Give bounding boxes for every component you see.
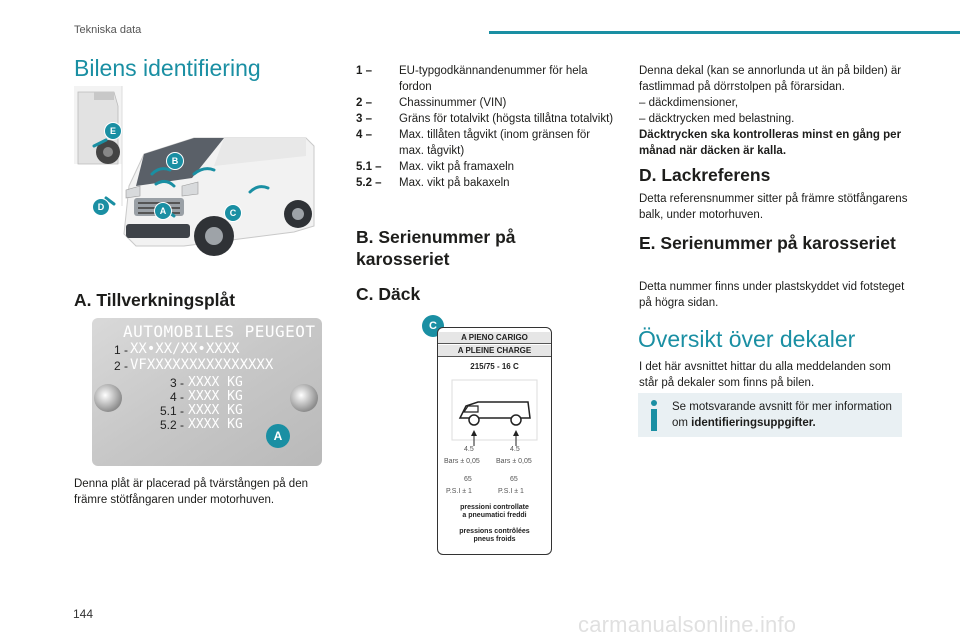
section-b-title: B. Serienummer på karosseriet: [356, 227, 516, 269]
front-bar-text: Bars ± 0,05: [444, 458, 480, 465]
rear-psi-value: 65: [510, 476, 518, 483]
manufacturer-plate: [92, 318, 322, 466]
info-box: [638, 393, 902, 437]
van-badge-a: A: [154, 202, 172, 220]
list-item: 1 – EU-typgodkännandenummer för hela fordon: [356, 65, 588, 93]
overview-title: Översikt över dekaler: [638, 326, 856, 352]
plate-row2-value: VFXXXXXXXXXXXXXXX: [130, 357, 274, 373]
van-side-icon: [438, 376, 551, 446]
tyre-footer-it-2: a pneumatici freddi: [462, 512, 527, 519]
van-badge-d: D: [92, 198, 110, 216]
plate-row2-label: 2 -: [113, 359, 128, 373]
plate-row4-value: XXXX KG: [188, 389, 243, 404]
tyre-pressure-label: [437, 327, 552, 555]
rear-bar-text: Bars ± 0,05: [496, 458, 532, 465]
van-illustration: [74, 86, 320, 268]
tyre-label-description: Denna dekal (kan se annorlunda ut än på bilden) är fastlimmad på dörrstolpen på förarsidan. – däckdimensioner, – däcktrycken med belastning. Däcktrycken ska kontrolleras minst en gång per månad när däcken är kalla.: [639, 65, 902, 157]
front-psi-value: 65: [464, 476, 472, 483]
tyre-footer-it-1: pressioni controllate: [460, 504, 529, 511]
list-item: 4 – Max. tillåten tågvikt (inom gränsen för max. tågvikt): [356, 129, 591, 157]
front-bar-value: 4.5: [464, 446, 474, 453]
plate-row1-label: 1 -: [113, 343, 128, 357]
plate-row1-value: XX•XX/XX•XXXX: [130, 341, 240, 357]
plate-legend-list: [356, 63, 616, 191]
plate-brand: AUTOMOBILES PEUGEOT: [123, 322, 316, 341]
list-item: 5.1 – Max. vikt på framaxeln: [356, 161, 515, 173]
plate-row3-value: XXXX KG: [188, 375, 243, 390]
tyre-footer-fr-2: pneus froids: [473, 536, 516, 543]
info-text: Se motsvarande avsnitt för mer information om identifieringsuppgifter.: [672, 401, 892, 429]
plate-row52-value: XXXX KG: [188, 417, 243, 432]
header-accent-bar: [489, 31, 960, 34]
plate-row51-value: XXXX KG: [188, 403, 243, 418]
tyre-label-line2: A PLEINE CHARGE: [438, 345, 551, 357]
page-number: 144: [73, 607, 94, 621]
plate-row3-label: 3 -: [169, 376, 184, 390]
list-item: 5.2 – Max. vikt på bakaxeln: [356, 177, 510, 189]
plate-row4-label: 4 -: [169, 390, 184, 404]
section-c-title: C. Däck: [356, 284, 421, 304]
plate-row52-label: 5.2 -: [159, 418, 184, 432]
tyre-label-line1: A PIENO CARIGO: [438, 332, 551, 344]
rear-bar-value: 4.5: [510, 446, 520, 453]
van-drawing: [74, 86, 320, 268]
list-item: 3 – Gräns för totalvikt (högsta tillåtna totalvikt): [356, 113, 614, 125]
watermark: carmanualsonline.info: [578, 612, 797, 637]
van-badge-e: E: [104, 122, 122, 140]
tyre-footer-fr-1: pressions contrôlées: [459, 528, 530, 535]
van-badge-b: B: [166, 152, 184, 170]
overview-text: I det här avsnittet hittar du alla meddelanden som står på dekaler som finns på bilen.: [639, 361, 891, 389]
van-badge-c: C: [224, 204, 242, 222]
section-label: Tekniska data: [74, 24, 142, 36]
plate-badge-a: A: [266, 424, 290, 448]
page-title: Bilens identifiering: [74, 55, 261, 81]
info-icon: [648, 400, 660, 432]
section-d-title: D. Lackreferens: [639, 165, 771, 185]
plate-row51-label: 5.1 -: [159, 404, 184, 418]
section-a-title: A. Tillverkningsplåt: [74, 290, 236, 310]
front-psi-text: P.S.I ± 1: [446, 488, 472, 495]
list-item: 2 – Chassinummer (VIN): [356, 97, 507, 109]
rear-psi-text: P.S.I ± 1: [498, 488, 524, 495]
section-e-text: Detta nummer finns under plastskyddet vid fotsteget på högra sidan.: [639, 281, 905, 309]
section-d-text: Detta referensnummer sitter på främre stötfångarens balk, under motorhuven.: [639, 193, 908, 221]
section-a-text: Denna plåt är placerad på tvärstången på den främre stötfångaren under motorhuven.: [74, 478, 308, 506]
tyre-label-badge-c: C: [422, 315, 444, 337]
section-e-title: E. Serienummer på karosseriet: [639, 233, 896, 253]
tyre-size: 215/75 - 16 C: [470, 362, 519, 371]
